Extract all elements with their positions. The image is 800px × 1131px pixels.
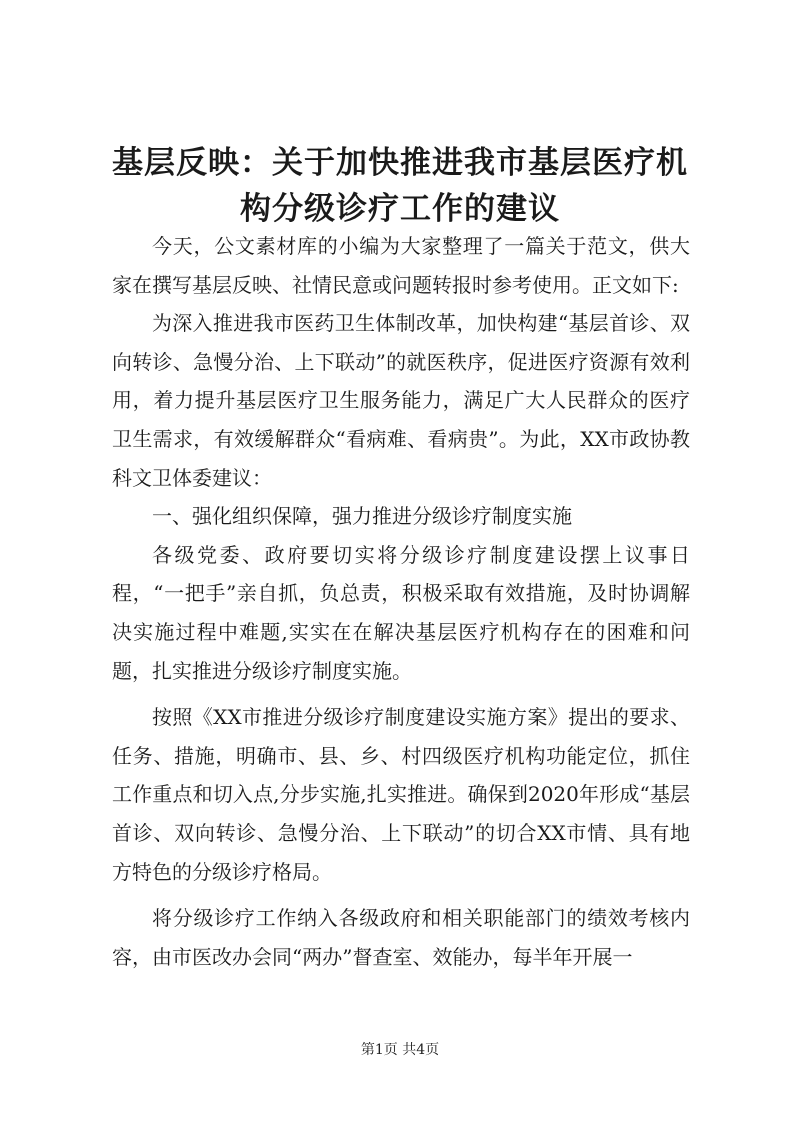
- page-footer: 第1页 共4页: [360, 1042, 440, 1058]
- paragraph-intro: 今天，公文素材库的小编为大家整理了一篇关于范文，供大家在撰写基层反映、社情民意或问题转报时参考使用。正文如下:: [112, 234, 690, 297]
- document-title: 基层反映：关于加快推进我市基层医疗机构分级诊疗工作的建议: [112, 145, 688, 227]
- section-heading-1: 一、强化组织保障，强力推进分级诊疗制度实施: [152, 504, 572, 529]
- paragraph-assessment: 将分级诊疗工作纳入各级政府和相关职能部门的绩效考核内容，由市医改办会同“两办”督查室、效能办，每半年开展一: [112, 906, 690, 969]
- paragraph-background: 为深入推进我市医药卫生体制改革，加快构建“基层首诊、双向转诊、急慢分治、上下联动”的就医秩序，促进医疗资源有效利用，着力提升基层医疗卫生服务能力，满足广大人民群众的医疗卫生需求，有效缓解群众“看病难、看病贵”。为此，XX市政协教科文卫体委建议：: [112, 311, 690, 490]
- paragraph-plan: 按照《XX市推进分级诊疗制度建设实施方案》提出的要求、任务、措施，明确市、县、乡、村四级医疗机构功能定位，抓住工作重点和切入点,分步实施,扎实推进。确保到2020年形成“基层首诊、双向转诊、急慢分治、上下联动”的切合XX市情、具有地方特色的分级诊疗格局。: [112, 705, 690, 884]
- paragraph-organization: 各级党委、政府要切实将分级诊疗制度建设摆上议事日程，“一把手”亲自抓，负总责，积极采取有效措施，及时协调解决实施过程中难题,实实在在解决基层医疗机构存在的困难和问题，扎实推进分级诊疗制度实施。: [112, 542, 690, 683]
- document-body: [112, 227, 690, 976]
